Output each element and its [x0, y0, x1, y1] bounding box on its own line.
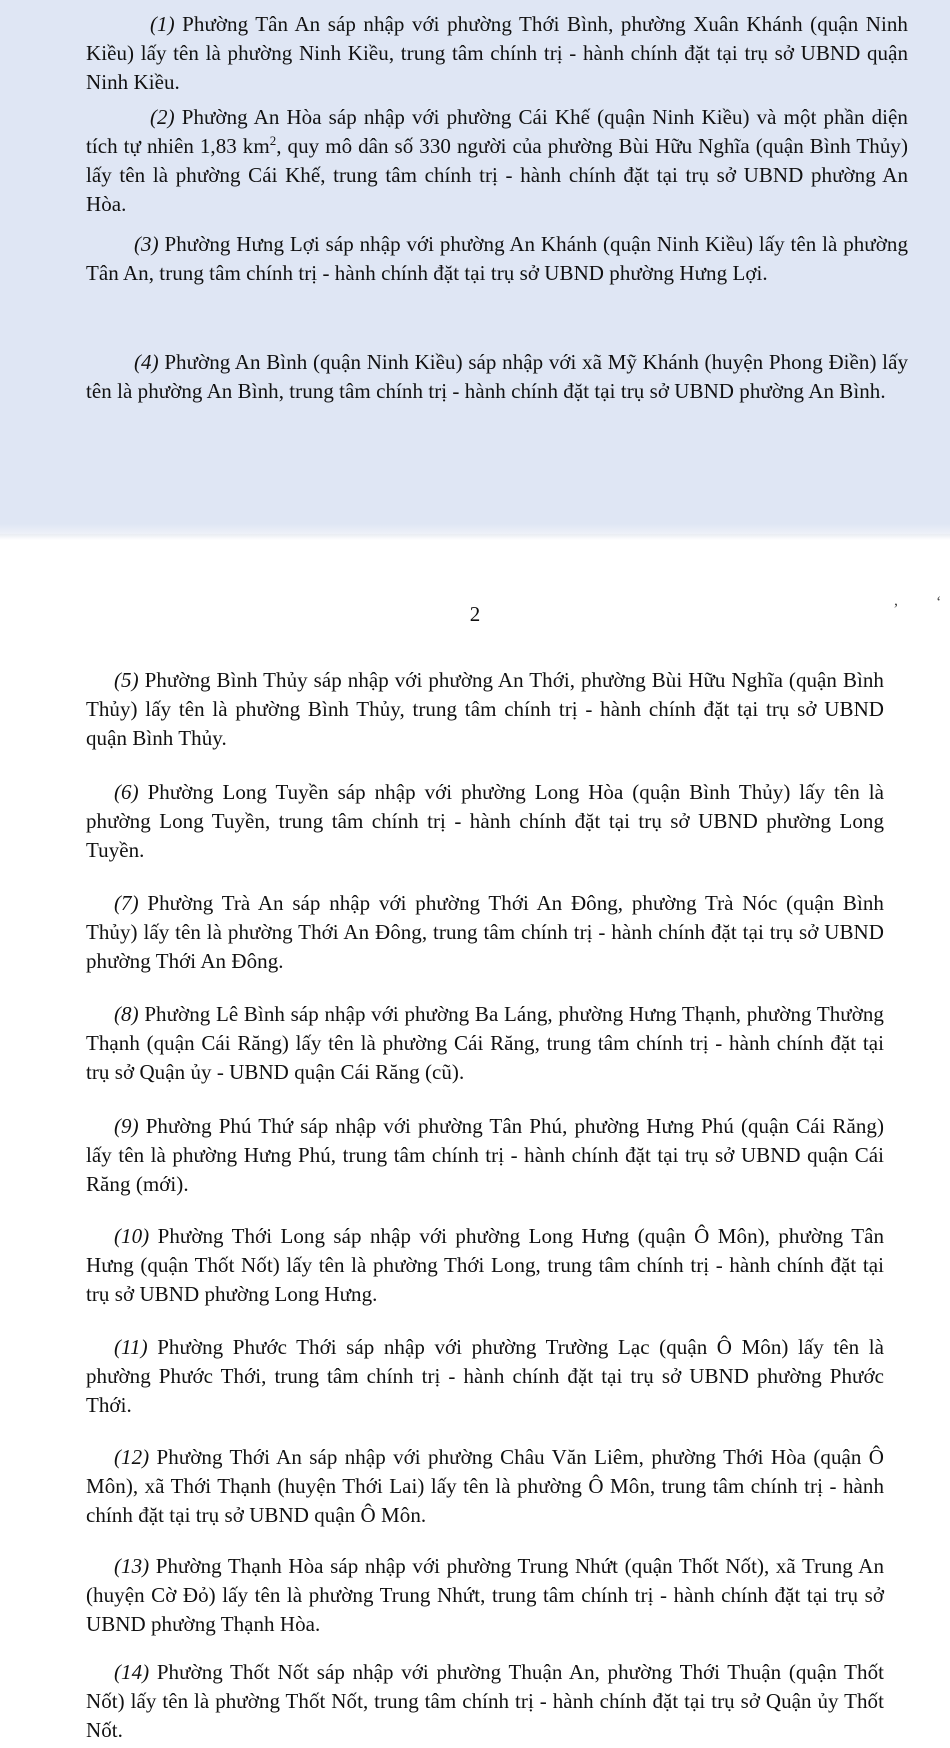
paragraph-1-number: (1): [150, 12, 175, 36]
paragraph-10: [86, 1222, 884, 1309]
paragraph-6-number: (6): [114, 780, 139, 804]
paragraph-3-text: Phường Hưng Lợi sáp nhập với phường An Khánh (quận Ninh Kiều) lấy tên là phường Tân An, trung tâm chính trị - hành chính đặt tại trụ sở UBND phường Hưng Lợi.: [86, 232, 908, 285]
paragraph-12: [86, 1443, 884, 1530]
paragraph-13-number: (13): [114, 1554, 150, 1578]
paragraph-12-number: (12): [114, 1445, 150, 1469]
paragraph-3: [86, 230, 908, 288]
paragraph-4-number: (4): [134, 350, 159, 374]
paragraph-9: [86, 1112, 884, 1199]
paragraph-5: [86, 666, 884, 753]
scan-mark: ‘: [936, 594, 942, 611]
paragraph-11-text: Phường Phước Thới sáp nhập với phường Trường Lạc (quận Ô Môn) lấy tên là phường Phước Thới, trung tâm chính trị - hành chính đặt tại trụ sở UBND phường Phước Thới.: [86, 1335, 884, 1417]
paragraph-2-number: (2): [150, 105, 175, 129]
paragraph-4-text: Phường An Bình (quận Ninh Kiều) sáp nhập với xã Mỹ Khánh (huyện Phong Điền) lấy tên là phường An Bình, trung tâm chính trị - hành chính đặt tại trụ sở UBND phường An Bình.: [86, 350, 908, 403]
paragraph-14-text: Phường Thốt Nốt sáp nhập với phường Thuận An, phường Thới Thuận (quận Thốt Nốt) lấy tên là phường Thốt Nốt, trung tâm chính trị - hành chính đặt tại trụ sở Quận ủy Thốt Nốt.: [86, 1660, 884, 1742]
paragraph-5-number: (5): [114, 668, 139, 692]
paragraph-7: [86, 889, 884, 976]
paragraph-4: [86, 348, 908, 406]
paragraph-2-superscript: 2: [269, 133, 277, 148]
paragraph-5-text: Phường Bình Thủy sáp nhập với phường An Thới, phường Bùi Hữu Nghĩa (quận Bình Thủy) lấy tên là phường Bình Thủy, trung tâm chính trị - hành chính đặt tại trụ sở UBND quận Bình Thủy.: [86, 668, 884, 750]
scan-mark: ,: [894, 592, 898, 609]
paragraph-2-text-start: Phường An Hòa sáp nhập với phường Cái Khế (quận Ninh Kiều) và một phần diện tích tự nhiên 1,83 km: [86, 105, 908, 158]
paragraph-8: [86, 1000, 884, 1087]
paragraph-7-number: (7): [114, 891, 139, 915]
paragraph-2-text-end: , quy mô dân số 330 người của phường Bùi Hữu Nghĩa (quận Bình Thủy) lấy tên là phường Cái Khế, trung tâm chính trị - hành chính đặt tại trụ sở UBND phường An Hòa.: [86, 134, 908, 216]
page-number: 2: [469, 602, 481, 626]
paragraph-1-text: Phường Tân An sáp nhập với phường Thới Bình, phường Xuân Khánh (quận Ninh Kiều) lấy tên là phường Ninh Kiều, trung tâm chính trị - hành chính đặt tại trụ sở UBND quận Ninh Kiều.: [86, 12, 908, 94]
paragraph-8-text: Phường Lê Bình sáp nhập với phường Ba Láng, phường Hưng Thạnh, phường Thường Thạnh (quận Cái Răng) lấy tên là phường Cái Răng, trung tâm chính trị - hành chính đặt tại trụ sở Quận ủy - UBND quận Cái Răng (cũ).: [86, 1002, 884, 1084]
paragraph-14: [86, 1658, 884, 1745]
paragraph-8-number: (8): [114, 1002, 139, 1026]
paragraph-2: [86, 103, 908, 219]
paragraph-13: [86, 1552, 884, 1639]
paragraph-13-text: Phường Thạnh Hòa sáp nhập với phường Trung Nhứt (quận Thốt Nốt), xã Trung An (huyện Cờ Đỏ) lấy tên là phường Trung Nhứt, trung tâm chính trị - hành chính đặt tại trụ sở UBND phường Thạnh Hòa.: [86, 1554, 884, 1636]
paragraph-6-text: Phường Long Tuyền sáp nhập với phường Long Hòa (quận Bình Thủy) lấy tên là phường Long Tuyền, trung tâm chính trị - hành chính đặt tại trụ sở UBND phường Long Tuyền.: [86, 780, 884, 862]
paragraph-1: [86, 10, 908, 97]
paragraph-11: [86, 1333, 884, 1420]
paragraph-12-text: Phường Thới An sáp nhập với phường Châu Văn Liêm, phường Thới Hòa (quận Ô Môn), xã Thới Thạnh (huyện Thới Lai) lấy tên là phường Ô Môn, trung tâm chính trị - hành chính đặt tại trụ sở UBND quận Ô Môn.: [86, 1445, 884, 1527]
paragraph-7-text: Phường Trà An sáp nhập với phường Thới An Đông, phường Trà Nóc (quận Bình Thủy) lấy tên là phường Thới An Đông, trung tâm chính trị - hành chính đặt tại trụ sở UBND phường Thới An Đông.: [86, 891, 884, 973]
paragraph-10-text: Phường Thới Long sáp nhập với phường Long Hưng (quận Ô Môn), phường Tân Hưng (quận Thốt Nốt) lấy tên là phường Thới Long, trung tâm chính trị - hành chính đặt tại trụ sở UBND phường Long Hưng.: [86, 1224, 884, 1306]
paragraph-11-number: (11): [114, 1335, 148, 1359]
paragraph-9-number: (9): [114, 1114, 139, 1138]
paragraph-3-number: (3): [134, 232, 159, 256]
paragraph-14-number: (14): [114, 1660, 150, 1684]
paragraph-6: [86, 778, 884, 865]
paragraph-10-number: (10): [114, 1224, 150, 1248]
paragraph-9-text: Phường Phú Thứ sáp nhập với phường Tân Phú, phường Hưng Phú (quận Cái Răng) lấy tên là phường Hưng Phú, trung tâm chính trị - hành chính đặt tại trụ sở UBND quận Cái Răng (mới).: [86, 1114, 884, 1196]
